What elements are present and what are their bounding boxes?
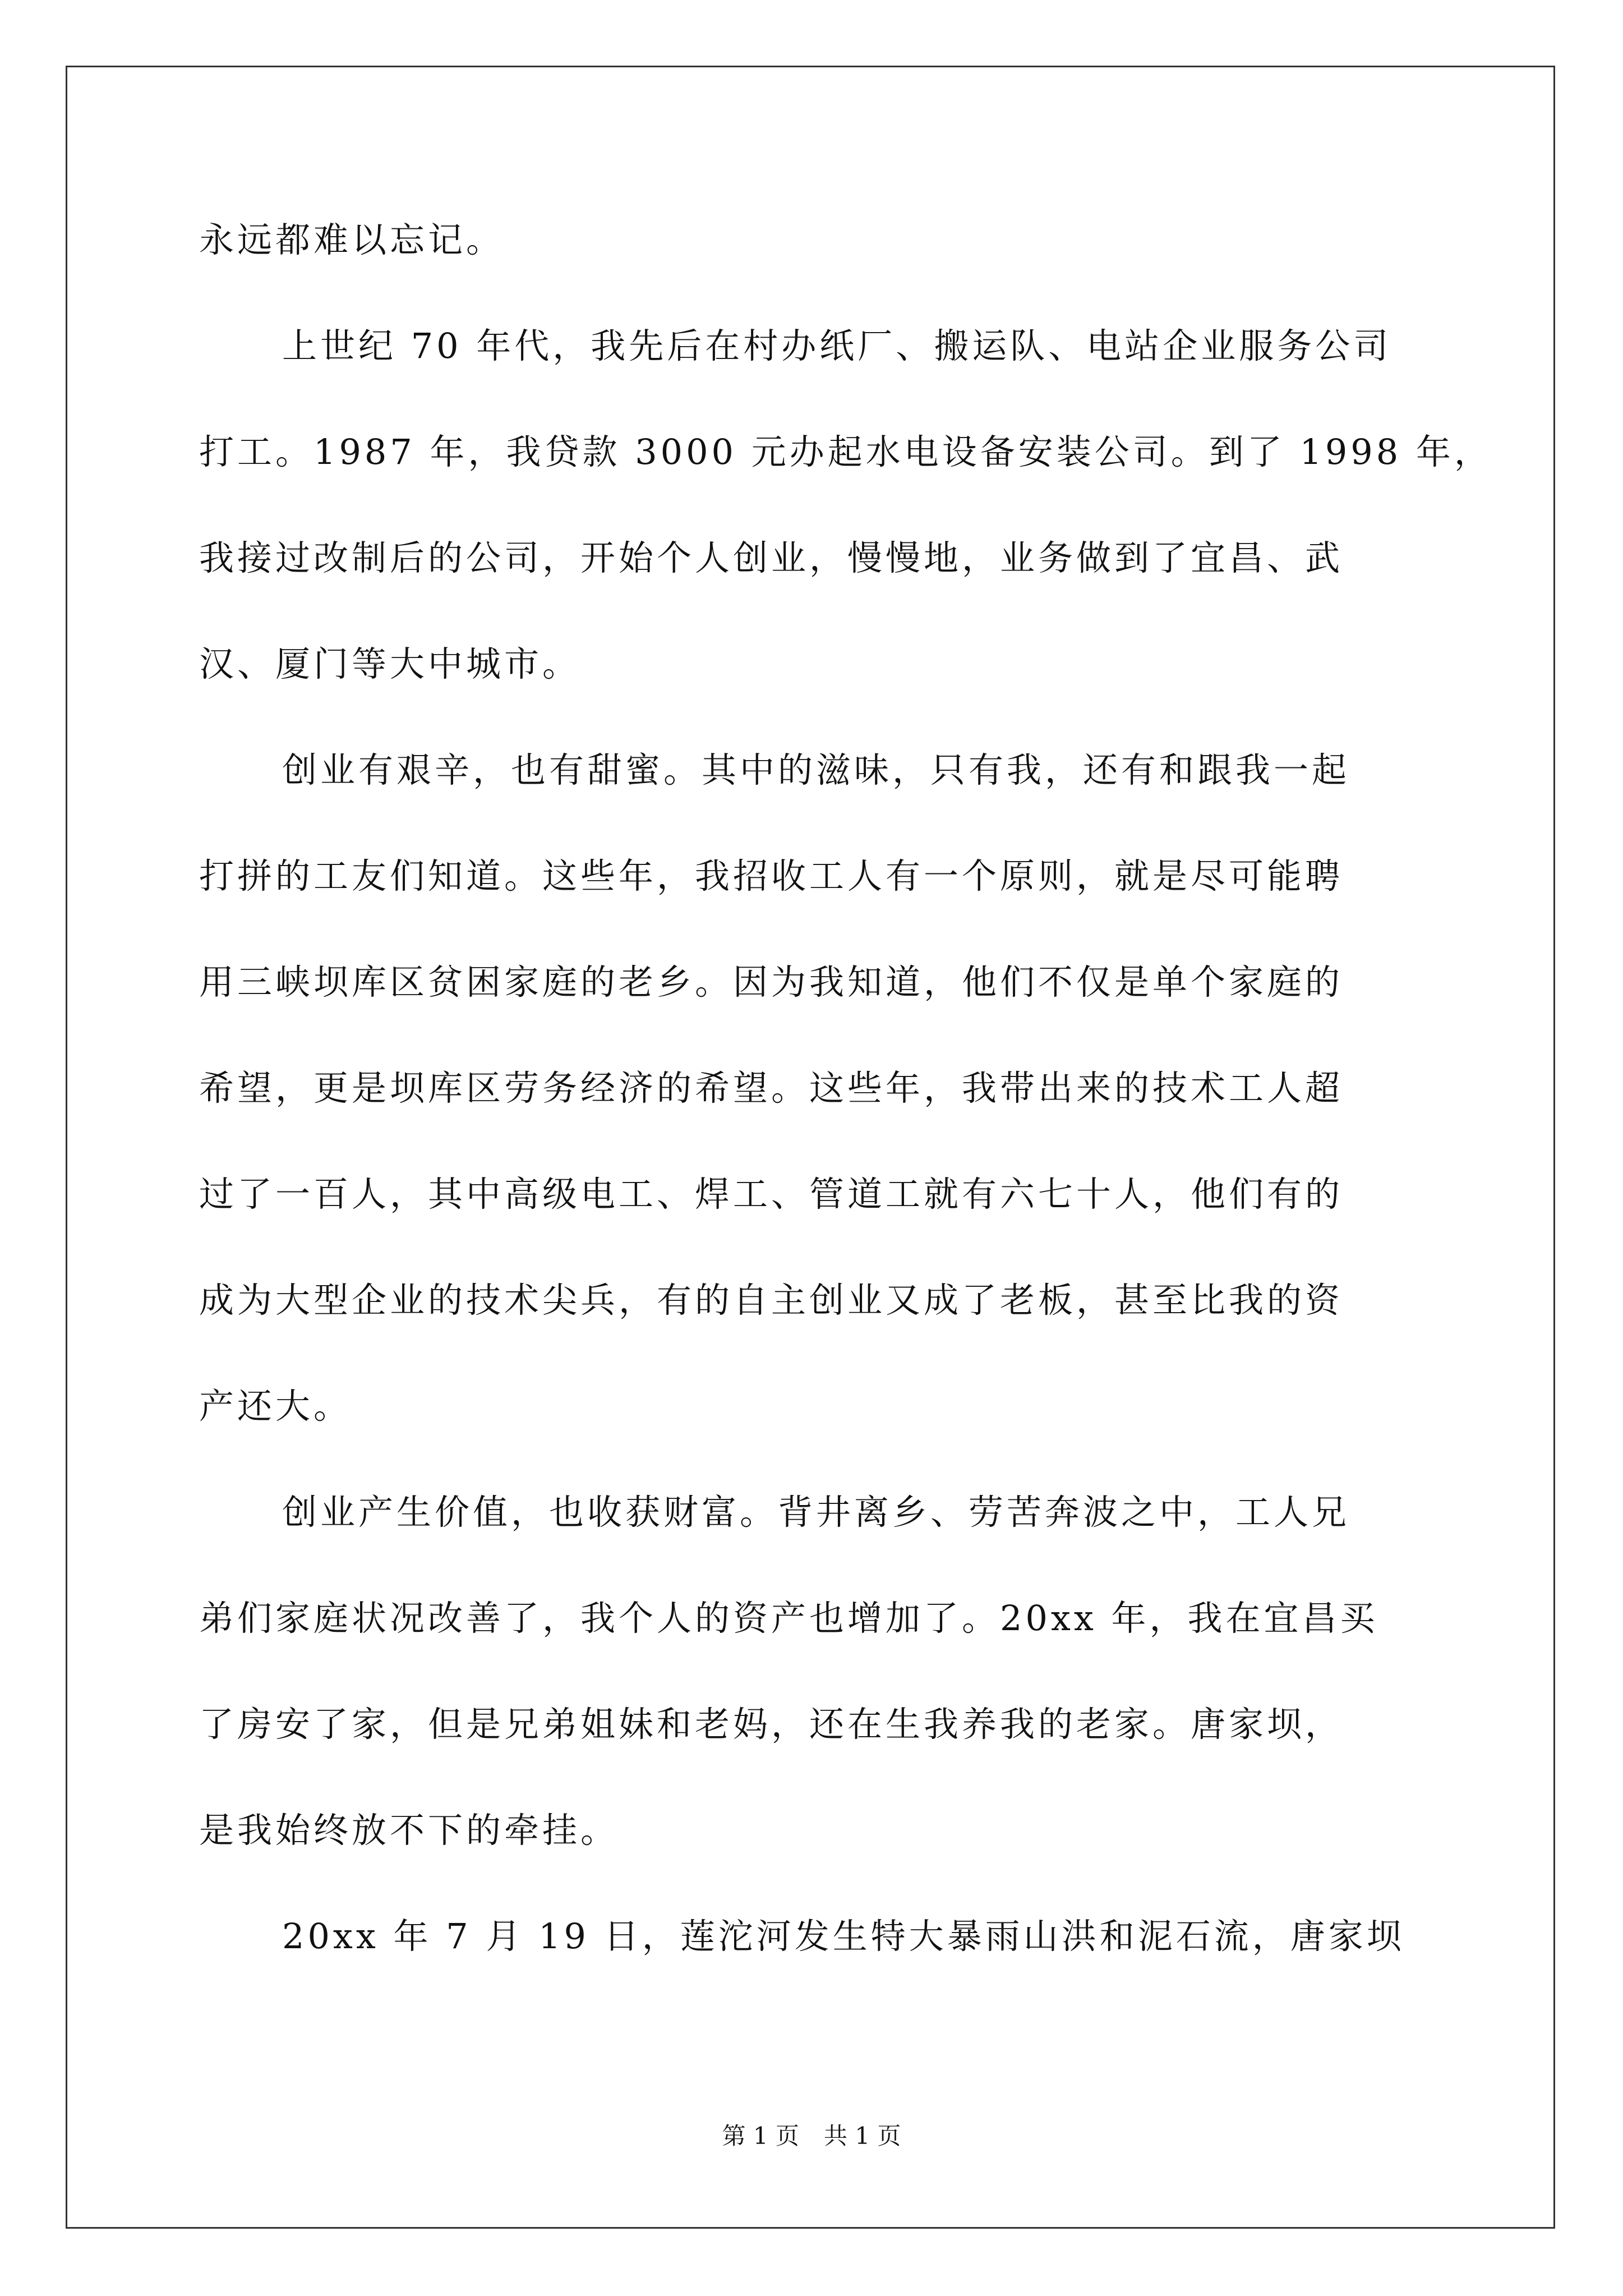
paragraph-start-line: 上世纪 70 年代，我先后在村办纸厂、搬运队、电站企业服务公司 xyxy=(282,325,1392,366)
paragraph-start-line: 创业产生价值，也收获财富。背井离乡、劳苦奔波之中，工人兄 xyxy=(282,1492,1350,1533)
text-line: 永远都难以忘记。 xyxy=(199,219,505,260)
page-footer xyxy=(0,2120,1623,2152)
page-number-total: 共 1 页 xyxy=(824,2122,901,2150)
paragraph-start-line: 20xx 年 7 月 19 日，莲沱河发生特大暴雨山洪和泥石流，唐家坝 xyxy=(282,1916,1405,1957)
text-line: 打拼的工友们知道。这些年，我招收工人有一个原则，就是尽可能聘 xyxy=(199,855,1344,896)
text-line: 是我始终放不下的牵挂。 xyxy=(199,1810,619,1851)
text-line: 打工。1987 年，我贷款 3000 元办起水电设备安装公司。到了 1998 年， xyxy=(199,431,1492,472)
text-line: 用三峡坝库区贫困家庭的老乡。因为我知道，他们不仅是单个家庭的 xyxy=(199,961,1344,1002)
text-line: 希望，更是坝库区劳务经济的希望。这些年，我带出来的技术工人超 xyxy=(199,1068,1344,1108)
text-line: 了房安了家，但是兄弟姐妹和老妈，还在生我养我的老家。唐家坝， xyxy=(199,1704,1344,1745)
text-line: 成为大型企业的技术尖兵，有的自主创业又成了老板，甚至比我的资 xyxy=(199,1280,1344,1320)
text-line: 我接过改制后的公司，开始个人创业，慢慢地，业务做到了宜昌、武 xyxy=(199,537,1344,578)
text-line: 汉、厦门等大中城市。 xyxy=(199,643,581,684)
text-line: 弟们家庭状况改善了，我个人的资产也增加了。20xx 年，我在宜昌买 xyxy=(199,1598,1378,1639)
document-body xyxy=(199,212,1492,2014)
paragraph-start-line: 创业有艰辛，也有甜蜜。其中的滋味，只有我，还有和跟我一起 xyxy=(282,749,1350,790)
page-number-current: 第 1 页 xyxy=(722,2122,799,2150)
text-line: 产还大。 xyxy=(199,1386,352,1427)
text-line: 过了一百人，其中高级电工、焊工、管道工就有六七十人，他们有的 xyxy=(199,1174,1344,1214)
